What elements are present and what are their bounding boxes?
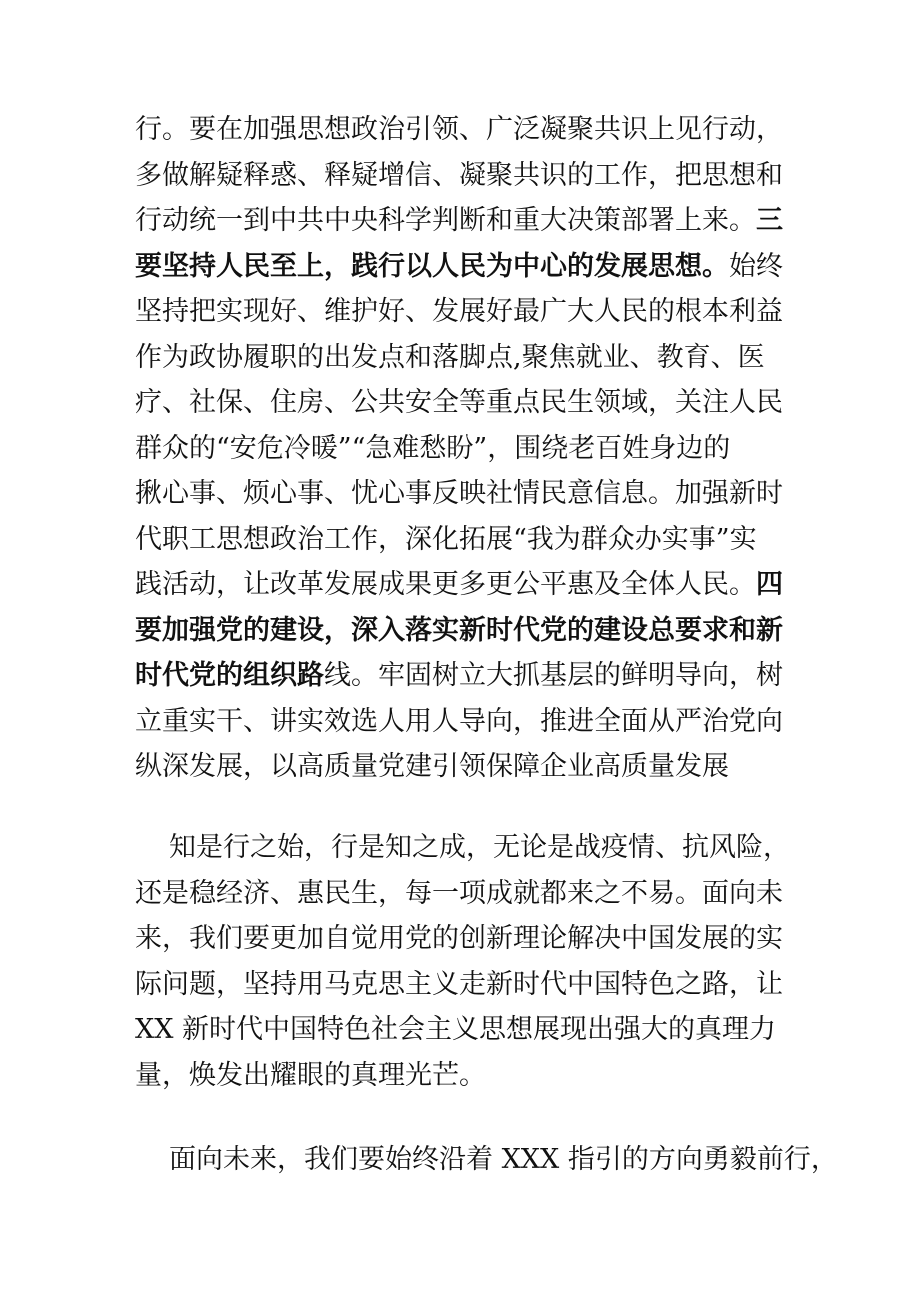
text-line (135, 699, 783, 745)
paragraph-3 (135, 1137, 838, 1183)
bold-text-run: 时代党的组织路 (135, 660, 324, 691)
text-line (135, 1137, 838, 1183)
bold-text-run: 要加强党的建设，深入落实新时代党的建设总要求和新 (135, 614, 783, 646)
text-run: 行动统一到中共中央科学判断和重大决策部署上来。 (135, 205, 756, 236)
text-run: 践活动，让改革发展成果更多更公平惠及全体人民。 (135, 569, 756, 600)
text-line (135, 153, 783, 199)
text-run: 始终 (729, 250, 783, 282)
text-run: 线。牢固树立大抓基层的鲜明导向，树 (324, 660, 783, 691)
text-run: XX 新时代中国特色社会主义思想展现出强大的真理力 (135, 1014, 777, 1045)
text-run: 疗、社保、住房、公共安全等重点民生领域，关注人民 (135, 387, 783, 418)
text-run: 量，焕发出耀眼的真理光芒。 (135, 1059, 486, 1091)
text-line (135, 871, 783, 917)
text-run: 纵深发展，以高质量党建引领保障企业高质量发展 (135, 751, 729, 782)
text-run: 揪心事、烦心事、忧心事反映社情民意信息。加强新时 (135, 478, 783, 509)
text-line (135, 289, 783, 335)
text-line (135, 107, 783, 153)
text-run: 坚持把实现好、维护好、发展好最广大人民的根本利益 (135, 296, 783, 327)
text-line (135, 562, 783, 608)
text-run: 行。要在加强思想政治引领、广泛凝聚共识上见行动， (135, 114, 783, 145)
text-line (135, 825, 790, 871)
text-line (135, 916, 783, 962)
paragraph-2 (135, 825, 790, 1098)
text-line (135, 1007, 775, 1053)
text-run: 群众的“安危冷暖”“急难愁盼”，围绕老百姓身边的 (135, 432, 731, 464)
text-run: 面向未来，我们要始终沿着 XXX 指引的方向勇毅前行， (169, 1144, 838, 1175)
text-run: 立重实干、讲实效选人用人导向，推进全面从严治党向 (135, 705, 783, 737)
text-line (135, 653, 783, 699)
text-run: 代职工思想政治工作，深化拓展“我为群众办实事”实 (135, 523, 757, 555)
bold-text-run: 三 (756, 205, 783, 236)
text-line (135, 962, 783, 1008)
bold-text-run: 要坚持人民至上，践行以人民为中心的发展思想。 (135, 250, 729, 282)
text-run: 多做解疑释惑、释疑增信、凝聚共识的工作，把思想和 (135, 159, 783, 191)
text-line (135, 608, 783, 654)
text-run: 际问题，坚持用马克思主义走新时代中国特色之路，让 (135, 968, 783, 1000)
text-line (135, 517, 775, 563)
paragraph-1 (135, 107, 783, 790)
text-line (135, 198, 783, 244)
bold-text-run: 四 (756, 569, 783, 600)
text-run: 来，我们要更加自觉用党的创新理论解决中国发展的实 (135, 923, 783, 954)
text-line (135, 1053, 775, 1099)
text-line (135, 380, 783, 426)
text-line (135, 744, 775, 790)
text-run: 作为政协履职的出发点和落脚点,聚焦就业、教育、医 (135, 341, 765, 373)
text-line (135, 335, 775, 381)
text-line (135, 471, 783, 517)
text-run: 知是行之始，行是知之成，无论是战疫情、抗风险， (169, 832, 790, 863)
text-line (135, 244, 783, 290)
text-run: 还是稳经济、惠民生，每一项成就都来之不易。面向未 (135, 877, 783, 909)
text-line (135, 426, 775, 472)
